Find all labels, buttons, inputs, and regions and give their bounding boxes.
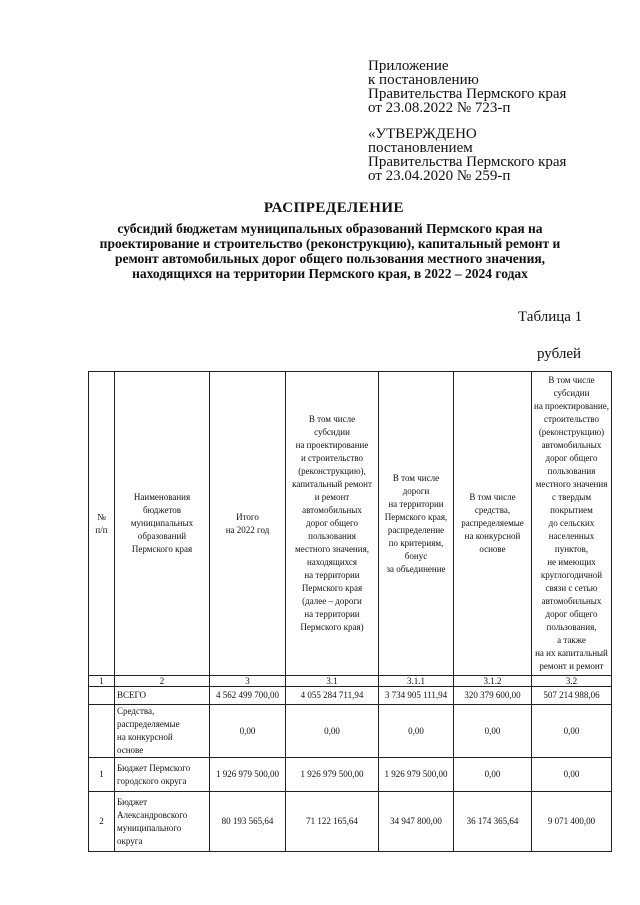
- header-cell-number: № п/п: [89, 372, 115, 676]
- header-cell-rural-roads: В том числе субсидии на проектирование, строительство (реконструкцию) автомобильных дорог общего пользования местного значения с твердым покрытием до сельских населенных пунктов, не имеющих круглогодичной связи с сетью автомобильных дорог общего пользования, а также на их капитальный ремонт и ремонт: [532, 372, 612, 676]
- unit-label: рублей: [537, 346, 582, 362]
- document-title: РАСПРЕДЕЛЕНИЕ: [263, 200, 405, 216]
- table-cell: 0,00: [532, 758, 612, 792]
- table-row-competitive: [89, 705, 612, 758]
- table-cell: Бюджет Александровского муниципального округа: [115, 792, 210, 852]
- table-cell: 1 926 979 500,00: [210, 758, 286, 792]
- table-cell: [89, 687, 115, 705]
- table-cell: 4 562 499 700,00: [210, 687, 286, 705]
- approval-line: Правительства Пермского края: [368, 154, 567, 170]
- document-subtitle: субсидий бюджетам муниципальных образований Пермского края на проектирование и строительство (реконструкцию), капитальный ремонт и ремонт автомобильных дорог общего пользования местного значения, находящихся на территории Пермского края, в 2022 – 2024 годах: [99, 221, 561, 281]
- table-cell: 9 071 400,00: [532, 792, 612, 852]
- column-number: 3.1.1: [379, 676, 454, 687]
- column-number: 3.1.2: [454, 676, 532, 687]
- approval-line: к постановлению: [368, 72, 479, 88]
- approval-line: Приложение: [368, 58, 449, 74]
- table-cell: Средства, распределяемые на конкурсной основе: [115, 705, 210, 758]
- table-cell: 36 174 365,64: [454, 792, 532, 852]
- header-cell-budget-name: Наименования бюджетов муниципальных образований Пермского края: [115, 372, 210, 676]
- approval-line: Правительства Пермского края: [368, 86, 567, 102]
- table-cell: [89, 705, 115, 758]
- table-cell: 0,00: [532, 705, 612, 758]
- column-number: 3: [210, 676, 286, 687]
- column-number: 2: [115, 676, 210, 687]
- header-cell-competitive-funds: В том числе средства, распределяемые на конкурсной основе: [454, 372, 532, 676]
- table-cell: 1 926 979 500,00: [379, 758, 454, 792]
- table-cell: 0,00: [286, 705, 379, 758]
- column-number: 3.1: [286, 676, 379, 687]
- header-cell-total-2022: Итого на 2022 год: [210, 372, 286, 676]
- approval-line: от 23.04.2020 № 259-п: [368, 168, 511, 184]
- header-cell-subsidies-roads: В том числе субсидии на проектирование и строительство (реконструкцию), капитальный ремонт и ремонт автомобильных дорог общего пользования местного значения, находящихся на территории Пермского края (далее – дороги на территории Пермского края): [286, 372, 379, 676]
- table-column-numbers-row: [89, 676, 612, 687]
- table-cell: 3 734 905 111,94: [379, 687, 454, 705]
- approval-line: «УТВЕРЖДЕНО: [368, 126, 477, 142]
- table-cell: 71 122 165,64: [286, 792, 379, 852]
- approval-line: постановлением: [368, 140, 473, 156]
- table-label: Таблица 1: [518, 309, 583, 325]
- table-cell: 0,00: [454, 705, 532, 758]
- table-cell: 4 055 284 711,94: [286, 687, 379, 705]
- table-cell: ВСЕГО: [115, 687, 210, 705]
- table-row-total: [89, 687, 612, 705]
- table-header-row: [89, 372, 612, 676]
- column-number: 3.2: [532, 676, 612, 687]
- table-cell: 2: [89, 792, 115, 852]
- table-cell: 80 193 565,64: [210, 792, 286, 852]
- table-cell: 320 379 600,00: [454, 687, 532, 705]
- table-cell: 34 947 800,00: [379, 792, 454, 852]
- column-number: 1: [89, 676, 115, 687]
- table-cell: 0,00: [379, 705, 454, 758]
- table-cell: 1: [89, 758, 115, 792]
- table-cell: Бюджет Пермского городского округа: [115, 758, 210, 792]
- distribution-table: [88, 371, 612, 852]
- approval-line: от 23.08.2022 № 723-п: [368, 100, 511, 116]
- approval-block-original: [368, 127, 566, 183]
- header-cell-criteria-distribution: В том числе дороги на территории Пермского края, распределение по критериям, бонус за объединение: [379, 372, 454, 676]
- approval-block-current: [368, 59, 566, 115]
- table-cell: 0,00: [454, 758, 532, 792]
- table-row-perm: [89, 758, 612, 792]
- table-cell: 507 214 988,06: [532, 687, 612, 705]
- table-cell: 1 926 979 500,00: [286, 758, 379, 792]
- table-row-alexandrovsk: [89, 792, 612, 852]
- table-cell: 0,00: [210, 705, 286, 758]
